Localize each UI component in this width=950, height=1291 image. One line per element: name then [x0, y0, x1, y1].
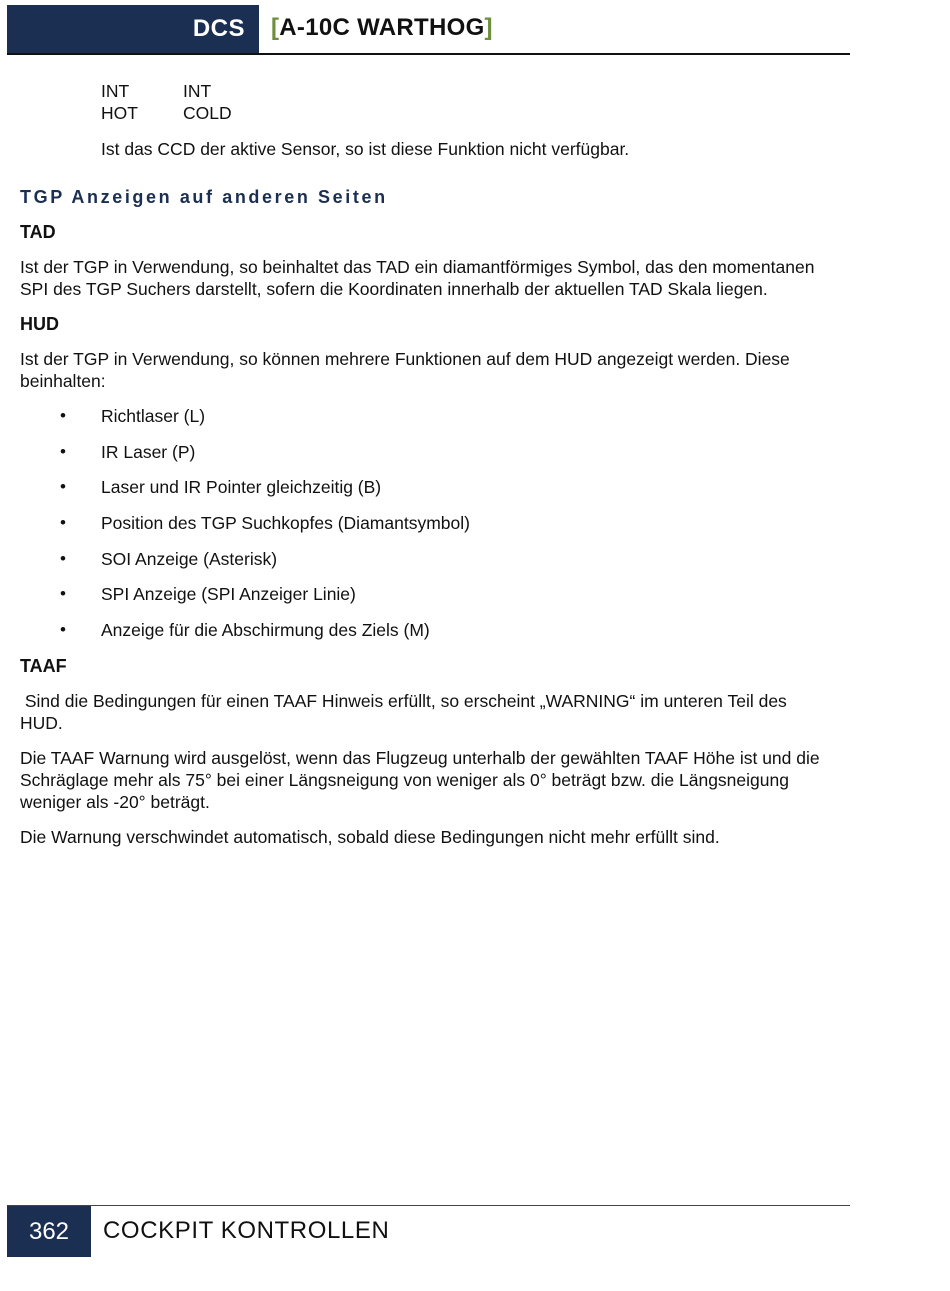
header-brand: DCS [192, 15, 245, 42]
mode-cell: COLD [183, 103, 232, 123]
footer-rule [7, 1205, 850, 1206]
taaf-paragraph-2: Die TAAF Warnung wird ausgelöst, wenn das Flugzeug unterhalb der gewählten TAAF Höhe ist und die Schräglage mehr als 75° bei einer Längsneigung von weniger als 0° beträgt bzw. die Längsneigung weniger als -20° beträgt. [20, 747, 820, 812]
list-item-text: Richtlaser (L) [101, 406, 206, 426]
list-item [20, 619, 830, 641]
bullet-icon: • [60, 513, 66, 533]
taaf-paragraph-3: Die Warnung verschwindet automatisch, sobald diese Bedingungen nicht mehr erfüllt sind. [20, 826, 720, 847]
chapter-title: COCKPIT KONTROLLEN [103, 1217, 390, 1244]
page-content [20, 80, 830, 848]
mode-cell: INT [101, 81, 130, 101]
header-rule [7, 53, 850, 55]
bullet-icon: • [60, 548, 66, 568]
list-item [20, 405, 830, 427]
title-text: A-10C WARTHOG [279, 14, 485, 41]
list-item-text: Position des TGP Suchkopfes (Diamantsymbol) [101, 513, 470, 534]
mode-table [101, 80, 830, 124]
title-bracket-open: [ [271, 14, 280, 41]
header-bar [7, 5, 259, 53]
taaf-heading: TAAF [20, 655, 67, 676]
list-item-text: Laser und IR Pointer gleichzeitig (B) [101, 477, 382, 498]
page-number: 362 [7, 1206, 91, 1257]
hud-heading: HUD [20, 314, 59, 334]
list-item [20, 548, 830, 570]
list-item [20, 583, 830, 605]
title-bracket-close: ] [484, 14, 493, 41]
document-title [271, 14, 493, 42]
mode-cell: HOT [101, 103, 138, 123]
list-item-text: IR Laser (P) [101, 441, 196, 462]
list-item [20, 476, 830, 498]
list-item-text: SOI Anzeige (Asterisk) [101, 548, 278, 569]
bullet-icon: • [60, 406, 66, 425]
hud-bullet-list [20, 405, 830, 641]
hud-paragraph: Ist der TGP in Verwendung, so können mehrere Funktionen auf dem HUD angezeigt werden. Diese beinhalten: [20, 349, 790, 391]
list-item-text: SPI Anzeige (SPI Anzeiger Linie) [101, 584, 356, 605]
list-item [20, 441, 830, 463]
tad-heading: TAD [20, 222, 56, 242]
mode-cell: INT [183, 81, 212, 101]
list-item [20, 512, 830, 534]
bullet-icon: • [60, 584, 66, 604]
bullet-icon: • [60, 620, 66, 640]
list-item-text: Anzeige für die Abschirmung des Ziels (M) [101, 620, 430, 641]
section-heading: TGP Anzeigen auf anderen Seiten [20, 187, 388, 207]
bullet-icon: • [60, 477, 66, 497]
bullet-icon: • [60, 441, 66, 461]
tad-paragraph: Ist der TGP in Verwendung, so beinhaltet das TAD ein diamantförmiges Symbol, das den momentanen SPI des TGP Suchers darstellt, sofern die Koordinaten innerhalb der aktuellen TAD Skala liegen. [20, 257, 815, 299]
ccd-note: Ist das CCD der aktive Sensor, so ist diese Funktion nicht verfügbar. [101, 139, 630, 159]
taaf-paragraph-1: Sind die Bedingungen für einen TAAF Hinweis erfüllt, so erscheint „WARNING“ im unteren Teil des HUD. [20, 690, 792, 733]
